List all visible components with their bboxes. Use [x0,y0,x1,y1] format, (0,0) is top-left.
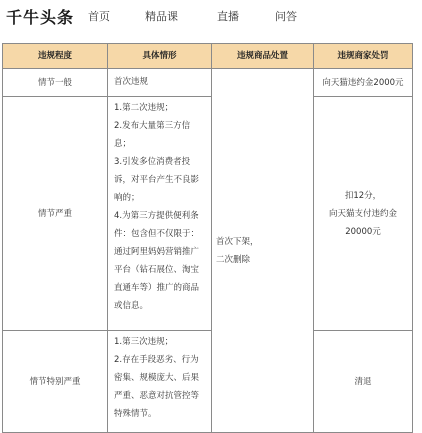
penalty-cell [314,97,413,331]
table-row [3,97,413,331]
situation-line: 诉，对平台产生不良影 [114,175,200,185]
penalty-line: 向天猫违约金2000元 [322,77,404,88]
penalty-line: 向天猫支付违约金 [328,208,397,219]
situation-line: 通过阿里妈妈营销推广 [114,247,200,257]
situation-line: 2.存在手段恶劣、行为 [114,355,199,365]
site-logo[interactable]: 千牛头条 [6,8,75,27]
handling-line: 首次下架， [216,236,259,247]
penalty-line: 清退 [354,376,372,387]
violation-level-cell: 情节特别严重 [3,331,108,433]
situation-line: 特殊情节。 [114,409,157,419]
situation-cell [108,69,212,97]
situation-line: 1.第三次违规； [114,337,174,347]
situation-line: 直通车等）推广的商品 [114,283,200,293]
penalty-cell [314,331,413,433]
situation-line: 3.引发多位消费者投 [114,157,191,167]
situation-line: 首次违规 [114,77,149,87]
situation-line: 件：包含但不仅限于： [114,229,200,239]
violation-level-cell: 情节严重 [3,97,108,331]
top-navigation [0,0,422,32]
violation-level-cell: 情节一般 [3,69,108,97]
table-row [3,69,413,97]
header-product-handling: 违规商品处置 [212,44,314,69]
table-header-row [3,44,413,69]
situation-line: 2.发布大量第三方信 [114,121,191,131]
situation-cell [108,97,212,331]
header-specific-situation: 具体情形 [108,44,212,69]
situation-line: 息； [114,139,132,149]
header-merchant-penalty: 违规商家处罚 [314,44,413,69]
nav-premium-courses[interactable]: 精品课 [145,10,178,23]
violation-rules-table [2,43,413,433]
situation-line: 响的； [114,193,140,203]
situation-line: 严重、恶意对抗管控等 [114,391,200,401]
header-violation-level: 违规程度 [3,44,108,69]
situation-line: 平台（钻石展位、淘宝 [114,265,200,275]
penalty-line: 20000元 [345,226,381,237]
nav-home[interactable]: 首页 [88,10,110,23]
penalty-line: 扣12分， [344,190,382,201]
situation-line: 或信息。 [114,301,149,311]
nav-live[interactable]: 直播 [217,10,239,23]
situation-cell [108,331,212,433]
penalty-cell [314,69,413,97]
product-handling-cell [212,69,314,433]
handling-line: 二次删除 [216,254,251,265]
table-row [3,331,413,433]
situation-line: 密集、规模庞大、后果 [114,373,200,383]
situation-line: 4.为第三方提供便利条 [114,211,199,221]
nav-qa[interactable]: 问答 [275,10,297,23]
situation-line: 1.第二次违规； [114,103,174,113]
